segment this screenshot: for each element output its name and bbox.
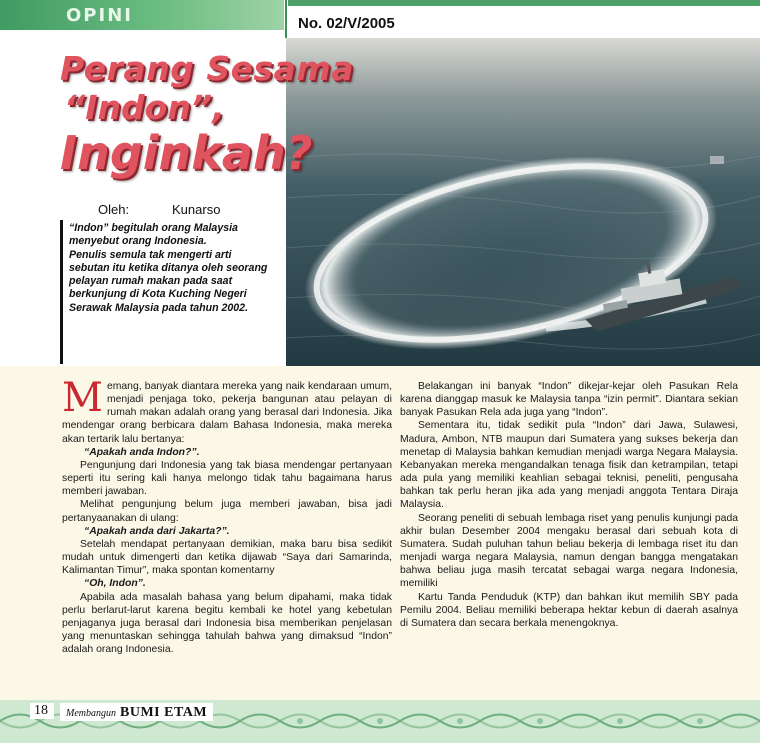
page-header: [0, 0, 760, 38]
body-paragraph: Apabila ada masalah bahasa yang belum dipahami, maka tidak perlu berlarut-larut karena begitu kembali ke hotel yang kebetulan penjaganya juga berasal dari Indonesia bisa memberikan penjelasan yang menuntaskan sehingga tahulah bahwa yang dimaksud “Indon” adalah orang Indonesia.: [62, 591, 392, 656]
magazine-prefix: Membangun: [66, 708, 116, 719]
dialogue-line: “Apakah anda Indon?”.: [84, 446, 200, 458]
section-band: [0, 0, 284, 30]
section-label: OPINI: [66, 5, 133, 26]
drop-cap: M: [62, 375, 103, 421]
article-title: [60, 49, 500, 180]
title-line-1: Perang Sesama: [60, 49, 355, 88]
title-line-3: Inginkah?: [60, 126, 313, 180]
body-paragraph: Setelah mendapat pertanyaan demikian, maka baru bisa sedikit mudah untuk dimengerti dan ketika dijawab “Saya dari Samarinda, Kalimantan Timur”, maka spontan komentarny: [62, 538, 392, 577]
dialogue-line: “Oh, Indon”.: [84, 578, 146, 590]
magazine-name: [60, 703, 213, 721]
body-column-right: [400, 380, 738, 630]
title-line-2: “Indon”,: [64, 88, 225, 127]
header-divider: [285, 0, 287, 38]
pull-quote: [60, 220, 279, 364]
body-paragraph: Sementara itu, tidak sedikit pula “Indon” dari Jawa, Sulawesi, Madura, Ambon, NTB maupun dari Sumatera yang sukses bekerja dan menetap di Malaysia bahkan kemudian menjadi warga Negara Malaysia. Kebanyakan mereka mengandalkan tenaga fisik dan ketrampilan, tetapi ada pula yang memiliki keahlian sebagai teknisi, peneliti, pengusaha bahkan tak perlu heran jika ada yang menjadi anggota Tentara Diraja Malaysia.: [400, 420, 738, 511]
body-paragraph: [62, 375, 392, 446]
issue-number: No. 02/V/2005: [298, 15, 395, 32]
page-number: 18: [30, 703, 54, 719]
pull-quote-text-2: Penulis semula tak mengerti arti sebutan itu ketika ditanya oleh seorang pelayan rumah makan pada saat berkunjung di Kota Kuching Negeri Serawak Malaysia pada tahun 2002.: [69, 248, 268, 314]
byline-author: Kunarso: [172, 202, 221, 217]
byline-label: Oleh:: [98, 202, 130, 217]
body-paragraph: Seorang peneliti di sebuah lembaga riset yang penulis kunjungi pada akhir bulan Desember 2004 mengaku berasal dari sebuah kota di Sumatera. Sudah puluhan tahun beliau bekerja di lembaga riset itu dan menjadi warga negara Malaysia, namun dengan bangga mengatakan bahwa beliau juga masih tercatat sebagai warga negara Indonesia, memiliki: [400, 512, 738, 590]
body-paragraph: Belakangan ini banyak “Indon” dikejar-kejar oleh Pasukan Rela karena dianggap masuk ke Malaysia tanpa “izin permit”. Diantara sekian banyak Pasukan Rela ada juga yang “Indon”.: [400, 381, 738, 419]
body-paragraph: Kartu Tanda Penduduk (KTP) dan bahkan ikut memilih SBY pada Pemilu 2004. Beliau memiliki beberapa hektar kebun di daerah asalnya di Sumatera dan secara berkala menengoknya.: [400, 591, 738, 629]
byline: [98, 202, 220, 217]
pull-quote-text-1: “Indon” begitulah orang Malaysia menyebut orang Indonesia.: [69, 222, 238, 248]
body-paragraph: Melihat pengunjung belum juga memberi jawaban, bisa jadi pertanyaanakan di ulang:: [62, 499, 392, 524]
body-column-left: [62, 375, 392, 656]
magazine-title: BUMI ETAM: [120, 705, 208, 720]
body-paragraph: Pengunjung dari Indonesia yang tak biasa mendengar pertanyaan seperti itu sering kali hanya melongo tidak tahu bagaimana harus memberi jawaban.: [62, 459, 392, 498]
header-rule: [288, 0, 760, 6]
dialogue-line: “Apakah anda dari Jakarta?”.: [84, 525, 230, 537]
paragraph-text: emang, banyak diantara mereka yang naik kendaraan umum, menjadi penjaga toko, pekerja bangunan atau pelayan di rumah makan adalah orang yang berasal dari Indonesia. Jika mendengar orang berbicara dalam Bahasa Indonesia, maka mereka akan tertarik lalu bertanya:: [62, 381, 392, 445]
